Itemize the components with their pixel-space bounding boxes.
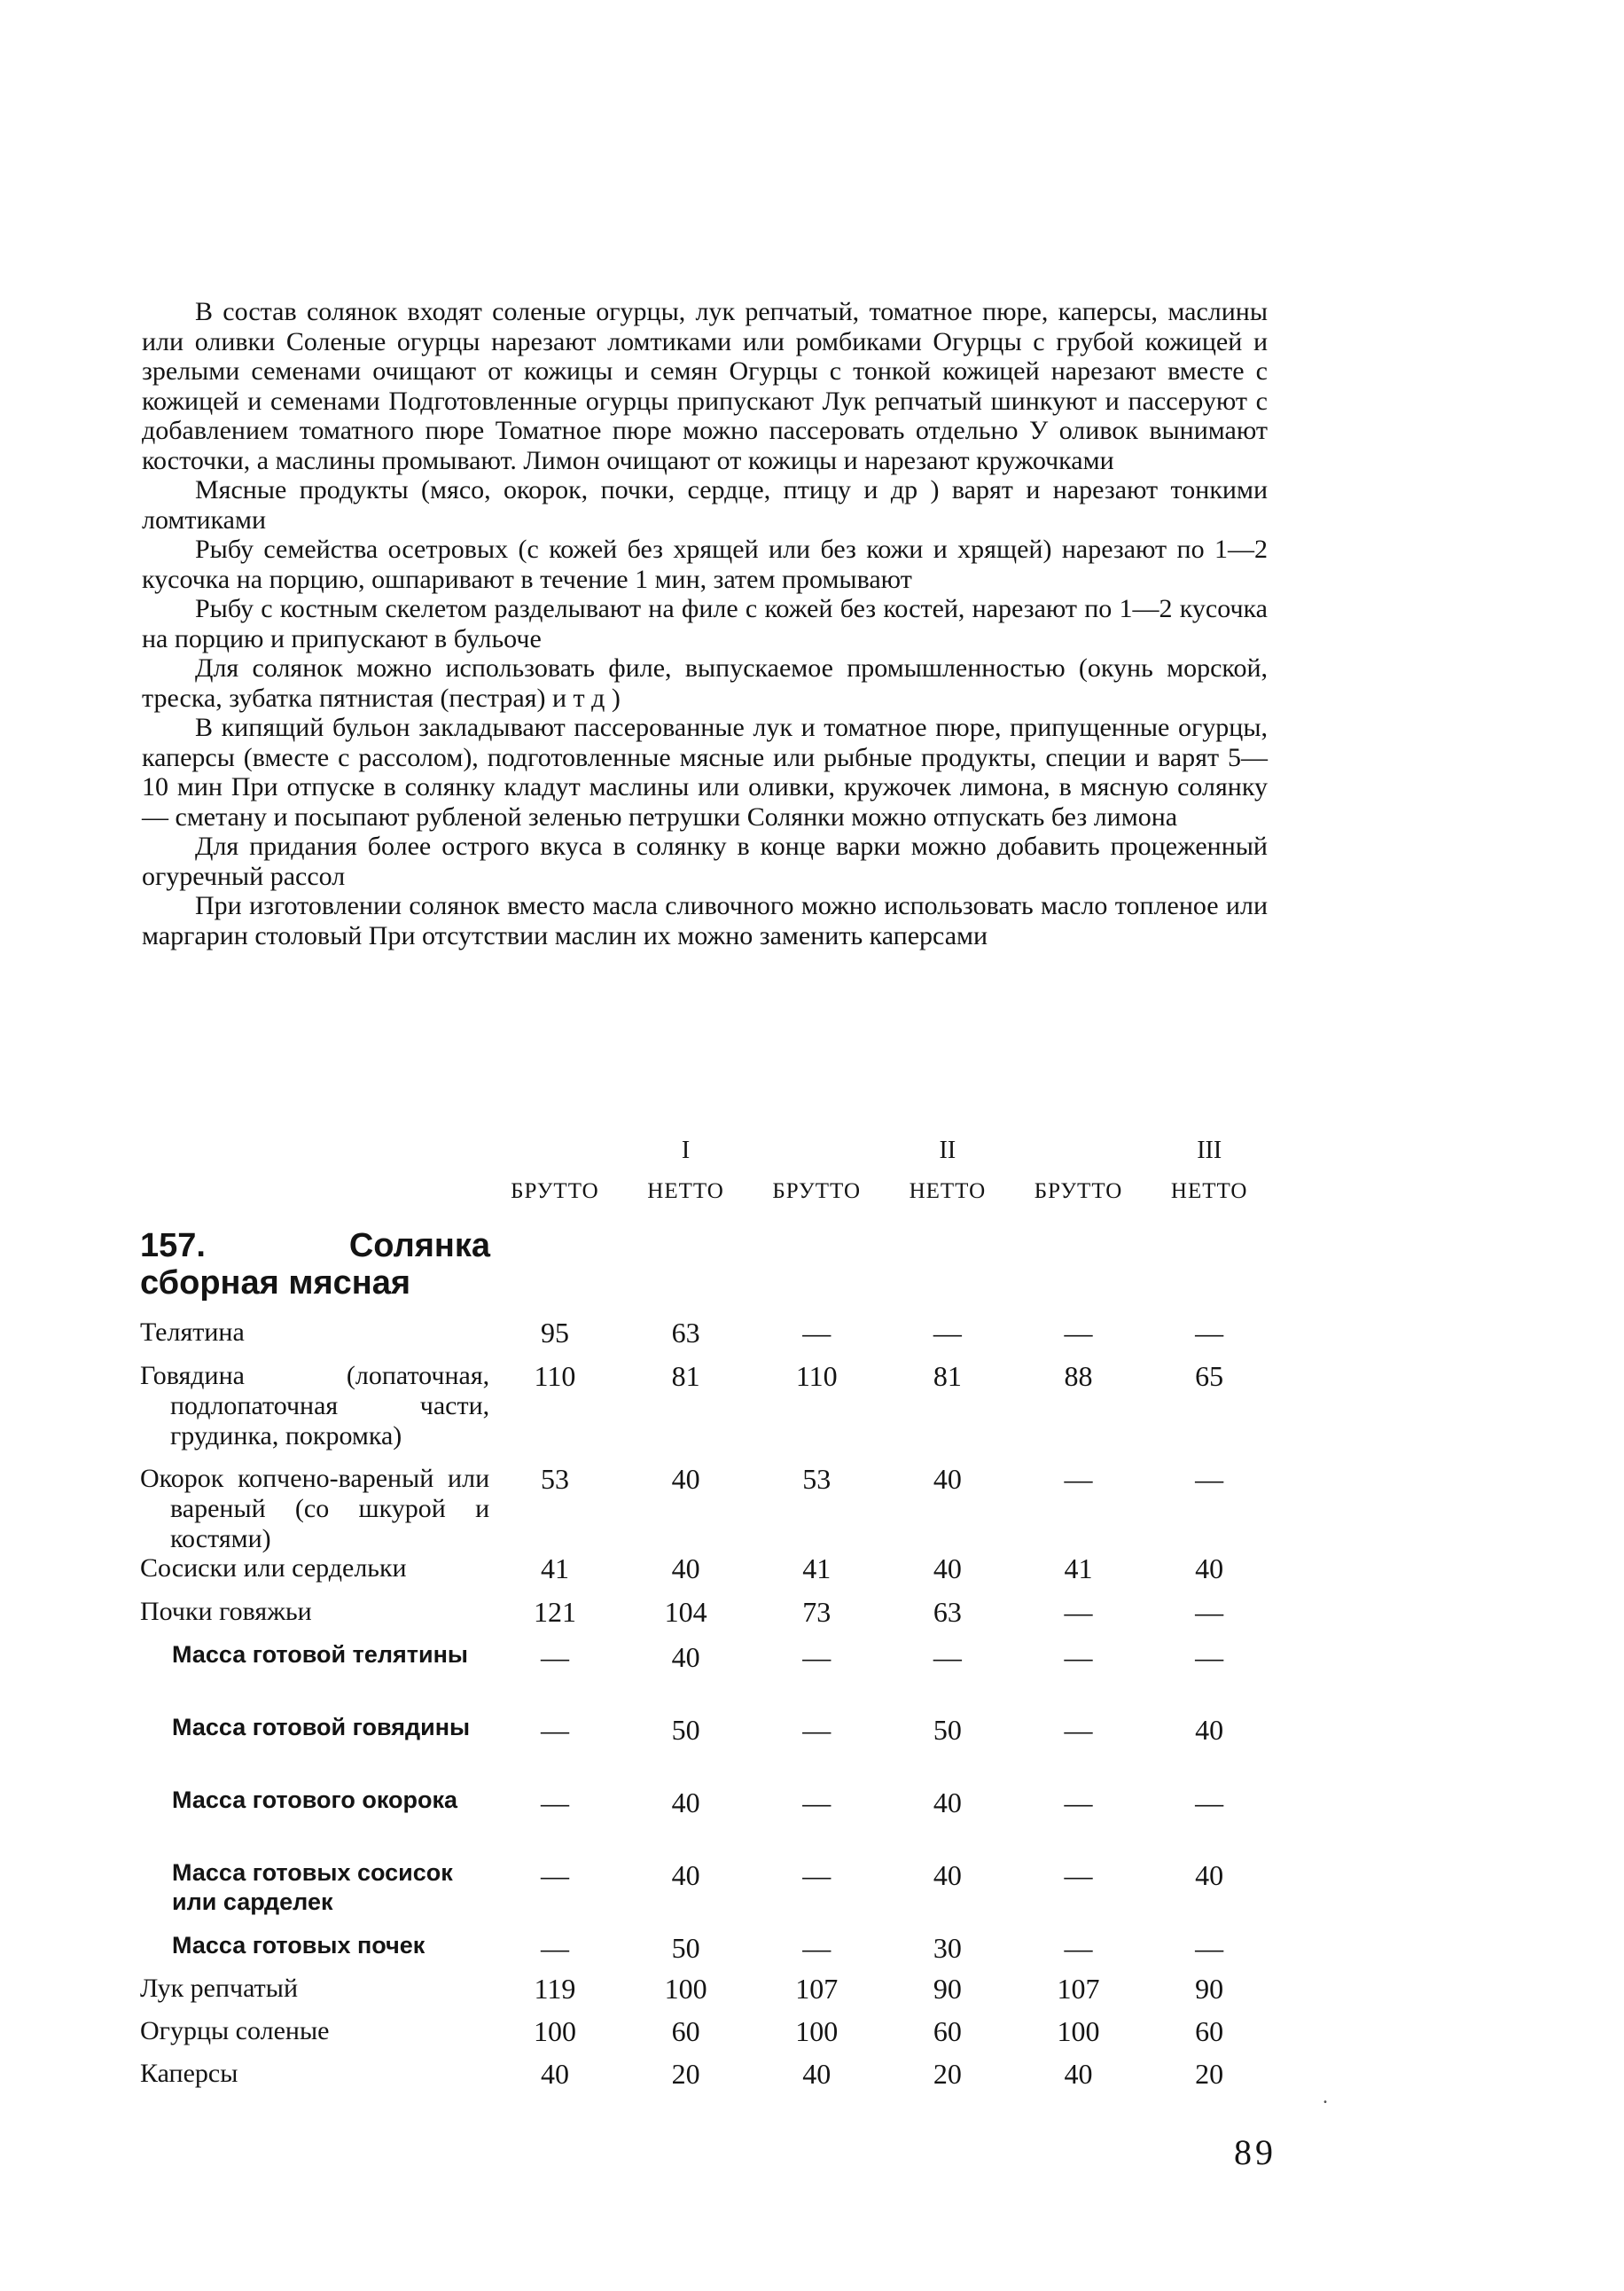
recipe-title: 157. Солянка сборная мясная (140, 1227, 490, 1302)
brutto-value: 41 (802, 1552, 832, 1584)
brutto-value: 40 (802, 2058, 832, 2090)
brutto-value: — (1064, 1714, 1093, 1746)
ingredient-name: Окорок копчено-вареный или вареный (со шкурой и костями) (140, 1464, 490, 1553)
brutto-value: 40 (1064, 2058, 1093, 2090)
table-row (140, 1553, 1275, 1597)
brutto-value: — (802, 1714, 832, 1746)
column-header-II: II (939, 1137, 956, 1164)
ingredient-name: Огурцы соленые (140, 2016, 330, 2045)
column-header-III: III (1197, 1137, 1222, 1164)
table-row (140, 1640, 1275, 1713)
brutto-value: — (802, 1932, 832, 1964)
netto-value: 40 (1195, 1552, 1224, 1584)
brutto-value: — (802, 1641, 832, 1673)
netto-value: 90 (933, 1973, 962, 2005)
brutto-value: — (1064, 1787, 1093, 1818)
subcolumn-brutto: БРУТТО (772, 1179, 862, 1203)
subcolumn-brutto: БРУТТО (511, 1179, 599, 1203)
ingredient-name: Телятина (140, 1318, 245, 1347)
paragraph: Мясные продукты (мясо, окорок, почки, сердце, птицу и др ) варят и нарезают тонкими ломтиками (142, 475, 1268, 535)
netto-value: — (1195, 1463, 1224, 1495)
brutto-value: — (802, 1317, 832, 1349)
table-row (140, 1858, 1275, 1931)
table-row (140, 1361, 1275, 1464)
netto-value: 30 (933, 1932, 962, 1964)
ingredient-name: Почки говяжьи (140, 1597, 312, 1626)
brutto-value: 41 (540, 1552, 569, 1584)
brutto-value: — (540, 1714, 569, 1746)
netto-value: 50 (933, 1714, 962, 1746)
netto-value: 40 (1195, 1714, 1224, 1746)
netto-value: 60 (933, 2015, 962, 2047)
ingredient-name: Масса готовой говядины (172, 1714, 471, 1740)
brutto-value: 107 (795, 1973, 839, 2005)
brutto-value: 53 (802, 1463, 832, 1495)
table-row (140, 1597, 1275, 1640)
brutto-value: — (1064, 1463, 1093, 1495)
brutto-value: 110 (534, 1360, 576, 1392)
netto-value: 60 (671, 2015, 700, 2047)
netto-value: 20 (1195, 2058, 1224, 2090)
ingredient-name: Масса готовой телятины (172, 1641, 468, 1668)
brutto-value: 107 (1057, 1973, 1100, 2005)
netto-value: 90 (1195, 1973, 1224, 2005)
subcolumn-brutto: БРУТТО (1034, 1179, 1123, 1203)
brutto-value: — (540, 1641, 569, 1673)
brutto-value: — (540, 1787, 569, 1818)
paragraph: В состав солянок входят соленые огурцы, лук репчатый, томатное пюре, каперсы, маслины или оливки Соленые огурцы нарезают ломтиками или ромбиками Огурцы с грубой кожицей и зрелыми семенами очищают от кожицы и семян Огурцы с тонкой кожицей нарезают вместе с кожицей и семенами Подготовленные огурцы припускают Лук репчатый шинкуют и пассеруют с добавлением томатного пюре Томатное пюре можно пассеровать отдельно У оливок вынимают косточки, а маслины промывают. Лимон очищают от кожицы и нарезают кружочками (142, 297, 1268, 475)
netto-value: 40 (671, 1787, 700, 1818)
paragraph: В кипящий бульон закладывают пассерованные лук и томатное пюре, припущенные огурцы, каперсы (вместе с рассолом), подготовленные мясные или рыбные продукты, специи и варят 5—10 мин При отпуске в солянку кладут маслины или оливки, кружочек лимона, в мясную солянку — сметану и посыпают рубленой зеленью петрушки Солянки можно отпускать без лимона (142, 713, 1268, 832)
netto-value: 40 (933, 1463, 962, 1495)
brutto-value: — (1064, 1317, 1093, 1349)
netto-value: — (1195, 1787, 1224, 1818)
netto-value: 81 (671, 1360, 700, 1392)
paragraph: Для придания более острого вкуса в солянку в конце варки можно добавить процеженный огуречный рассол (142, 832, 1268, 891)
netto-value: — (1195, 1317, 1224, 1349)
paragraph: Рыбу семейства осетровых (с кожей без хрящей или без кожи и хрящей) нарезают по 1—2 кусочка на порцию, ошпаривают в течение 1 мин, затем промывают (142, 535, 1268, 594)
brutto-value: — (1064, 1596, 1093, 1628)
table-row (140, 2059, 1275, 2101)
brutto-value: 95 (540, 1317, 569, 1349)
netto-value: — (1195, 1641, 1224, 1673)
brutto-value: — (1064, 1932, 1093, 1964)
brutto-value: — (802, 1787, 832, 1818)
ingredient-name: Каперсы (140, 2059, 238, 2088)
table-row (140, 1318, 1275, 1361)
netto-value: 40 (933, 1859, 962, 1891)
netto-value: 81 (933, 1360, 962, 1392)
ingredient-name: Лук репчатый (140, 1974, 298, 2003)
netto-value: 100 (664, 1973, 707, 2005)
netto-value: 20 (933, 2058, 962, 2090)
brutto-value: 100 (795, 2015, 839, 2047)
netto-value: 40 (671, 1641, 700, 1673)
paragraph: Рыбу с костным скелетом разделывают на филе с кожей без костей, нарезают по 1—2 кусочка на порцию и припускают в бульоче (142, 594, 1268, 653)
ingredient-name: Говядина (лопаточная, подлопаточная части, грудинка, покромка) (140, 1361, 490, 1450)
page-number: 89 (1234, 2132, 1277, 2172)
brutto-value: 121 (533, 1596, 576, 1628)
netto-value: 40 (933, 1552, 962, 1584)
netto-value: — (1195, 1596, 1224, 1628)
table-row (140, 1974, 1275, 2016)
paragraph: Для солянок можно использовать филе, выпускаемое промышленностью (окунь морской, треска, зубатка пятнистая (пестрая) и т д ) (142, 653, 1268, 713)
ingredient-name: Масса готовых почек (172, 1932, 426, 1959)
netto-value: 63 (933, 1596, 962, 1628)
table-row (140, 1464, 1275, 1553)
brutto-value: 41 (1064, 1552, 1093, 1584)
netto-value: 20 (671, 2058, 700, 2090)
margin-mark: . (1323, 2085, 1328, 2108)
netto-value: 40 (671, 1552, 700, 1584)
brutto-value: — (540, 1932, 569, 1964)
netto-value: 40 (1195, 1859, 1224, 1891)
brutto-value: 40 (540, 2058, 569, 2090)
brutto-value: — (540, 1859, 569, 1891)
column-group-header (140, 1133, 1275, 1174)
ingredient-rows (140, 1318, 1275, 2101)
subcolumn-header (140, 1174, 1275, 1218)
netto-value: 60 (1195, 2015, 1224, 2047)
netto-value: 40 (933, 1787, 962, 1818)
brutto-value: 53 (540, 1463, 569, 1495)
netto-value: 104 (664, 1596, 707, 1628)
ingredient-name: Масса готового окорока (172, 1787, 458, 1813)
brutto-value: 88 (1064, 1360, 1093, 1392)
brutto-value: 110 (795, 1360, 838, 1392)
netto-value: — (933, 1317, 962, 1349)
subcolumn-netto: НЕТТО (909, 1179, 987, 1203)
ingredient-name: Сосиски или сердельки (140, 1553, 407, 1583)
netto-value: — (933, 1641, 962, 1673)
intro-text (142, 297, 1268, 950)
netto-value: 40 (671, 1463, 700, 1495)
brutto-value: — (1064, 1859, 1093, 1891)
brutto-value: — (1064, 1641, 1093, 1673)
netto-value: 50 (671, 1932, 700, 1964)
ingredient-name: Масса готовых сосисок или сарделек (172, 1859, 453, 1915)
brutto-value: 100 (533, 2015, 576, 2047)
netto-value: — (1195, 1932, 1224, 1964)
table-row (140, 1786, 1275, 1858)
subcolumn-netto: НЕТТО (1170, 1179, 1248, 1203)
paragraph: При изготовлении солянок вместо масла сливочного можно использовать масло топленое или маргарин столовый При отсутствии маслин их можно заменить каперсами (142, 891, 1268, 950)
table-row (140, 2016, 1275, 2059)
netto-value: 50 (671, 1714, 700, 1746)
subcolumn-netto: НЕТТО (647, 1179, 724, 1203)
table-row (140, 1931, 1275, 1974)
column-header-I: I (681, 1137, 691, 1164)
brutto-value: 100 (1057, 2015, 1100, 2047)
brutto-value: 73 (802, 1596, 832, 1628)
brutto-value: 119 (534, 1973, 576, 2005)
recipe-table (140, 1133, 1275, 2101)
netto-value: 40 (671, 1859, 700, 1891)
table-row (140, 1713, 1275, 1786)
netto-value: 63 (671, 1317, 700, 1349)
netto-value: 65 (1195, 1360, 1224, 1392)
brutto-value: — (802, 1859, 832, 1891)
